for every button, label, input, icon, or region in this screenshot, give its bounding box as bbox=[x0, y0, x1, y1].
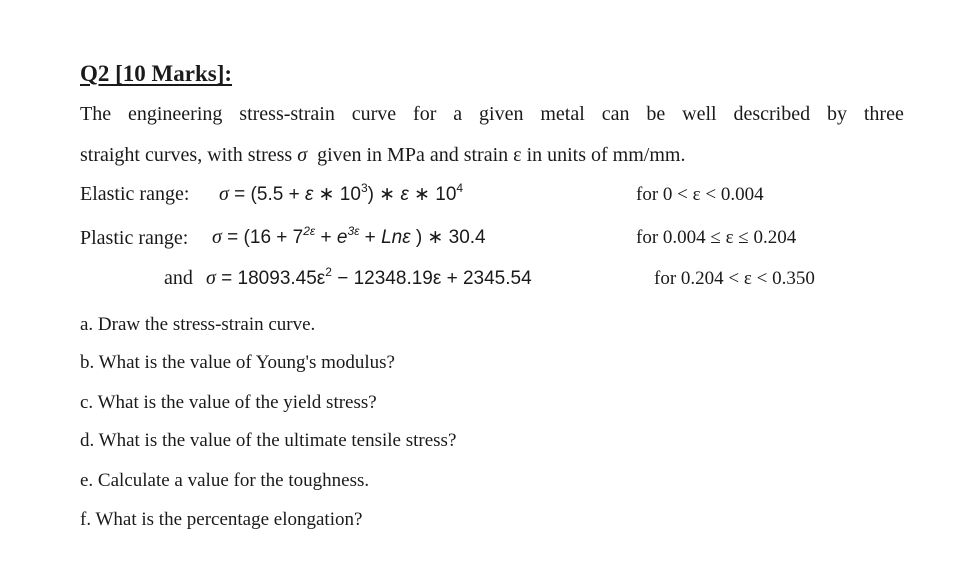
equation-term: ) bbox=[415, 227, 423, 248]
intro-word: given bbox=[479, 103, 524, 125]
intro-text: in units of mm/mm. bbox=[526, 144, 686, 166]
intro-word: curve bbox=[351, 103, 397, 125]
epsilon-symbol: ε bbox=[304, 184, 314, 205]
sigma-symbol: σ bbox=[297, 144, 308, 166]
equation-term: ∗ bbox=[379, 184, 396, 205]
intro-word: described bbox=[733, 103, 811, 125]
intro-word: by bbox=[826, 103, 847, 125]
question-c: c. What is the value of the yield stress? bbox=[80, 392, 377, 413]
equation-term: ∗ 30.4 bbox=[427, 227, 486, 248]
sigma-symbol: σ bbox=[219, 183, 229, 205]
exponent: 2ε bbox=[303, 224, 316, 238]
intro-word: well bbox=[682, 103, 717, 125]
epsilon-symbol: ε bbox=[513, 144, 522, 166]
intro-text: given in MPa and strain bbox=[317, 144, 509, 166]
intro-word: be bbox=[646, 103, 666, 125]
intro-word: engineering bbox=[127, 103, 223, 125]
sigma-symbol: σ bbox=[206, 267, 216, 289]
intro-line-2 bbox=[80, 145, 685, 165]
intro-word: for bbox=[413, 103, 437, 125]
question-d: d. What is the value of the ultimate tensile stress? bbox=[80, 430, 457, 451]
intro-word: The bbox=[80, 103, 112, 125]
equation-term: ) bbox=[367, 184, 374, 205]
equation-term: (16 + 7 bbox=[243, 227, 304, 248]
sigma-symbol: σ bbox=[212, 226, 222, 248]
intro-word: can bbox=[601, 103, 630, 125]
equation-term: − 12348.19ε + 2345.54 bbox=[337, 268, 532, 289]
exponent: 3 bbox=[360, 181, 368, 195]
intro-line-1 bbox=[80, 104, 904, 124]
equals-sign: = bbox=[234, 184, 246, 205]
question-a: a. Draw the stress-strain curve. bbox=[80, 314, 316, 335]
question-b: b. What is the value of Young's modulus? bbox=[80, 352, 395, 373]
second-equation bbox=[206, 265, 532, 289]
and-label: and bbox=[164, 267, 193, 289]
elastic-range-condition: for 0 < ε < 0.004 bbox=[636, 184, 764, 205]
elastic-equation bbox=[219, 181, 464, 205]
equals-sign: = bbox=[221, 268, 233, 289]
epsilon-symbol: ε bbox=[400, 184, 409, 205]
equation-term: + bbox=[364, 227, 376, 248]
euler-e: e bbox=[336, 227, 348, 248]
plastic-range-label: Plastic range: bbox=[80, 227, 189, 249]
elastic-range-label: Elastic range: bbox=[80, 183, 190, 205]
intro-word: metal bbox=[540, 103, 585, 125]
equation-term: + bbox=[320, 227, 332, 248]
exponent: 2 bbox=[325, 265, 332, 279]
equation-term: (5.5 + bbox=[250, 184, 300, 205]
equation-term: ∗ 10 bbox=[318, 184, 361, 205]
plastic-range-condition: for 0.004 ≤ ε ≤ 0.204 bbox=[636, 227, 797, 248]
intro-word: three bbox=[863, 103, 904, 125]
question-f: f. What is the percentage elongation? bbox=[80, 509, 363, 530]
plastic-equation bbox=[212, 224, 486, 248]
ln-epsilon: Lnε bbox=[381, 227, 411, 248]
intro-word: stress-strain bbox=[239, 103, 335, 125]
equation-term: ∗ 10 bbox=[414, 184, 457, 205]
intro-word: a bbox=[453, 103, 463, 125]
equation-term: 18093.45ε bbox=[237, 268, 326, 289]
question-e: e. Calculate a value for the toughness. bbox=[80, 470, 370, 491]
equals-sign: = bbox=[227, 227, 239, 248]
exponent: 3ε bbox=[347, 224, 360, 238]
question-heading: Q2 [10 Marks]: bbox=[80, 61, 233, 86]
intro-text: straight curves, with stress bbox=[80, 144, 293, 166]
second-range-condition: for 0.204 < ε < 0.350 bbox=[654, 268, 815, 289]
exponent: 4 bbox=[456, 181, 464, 195]
